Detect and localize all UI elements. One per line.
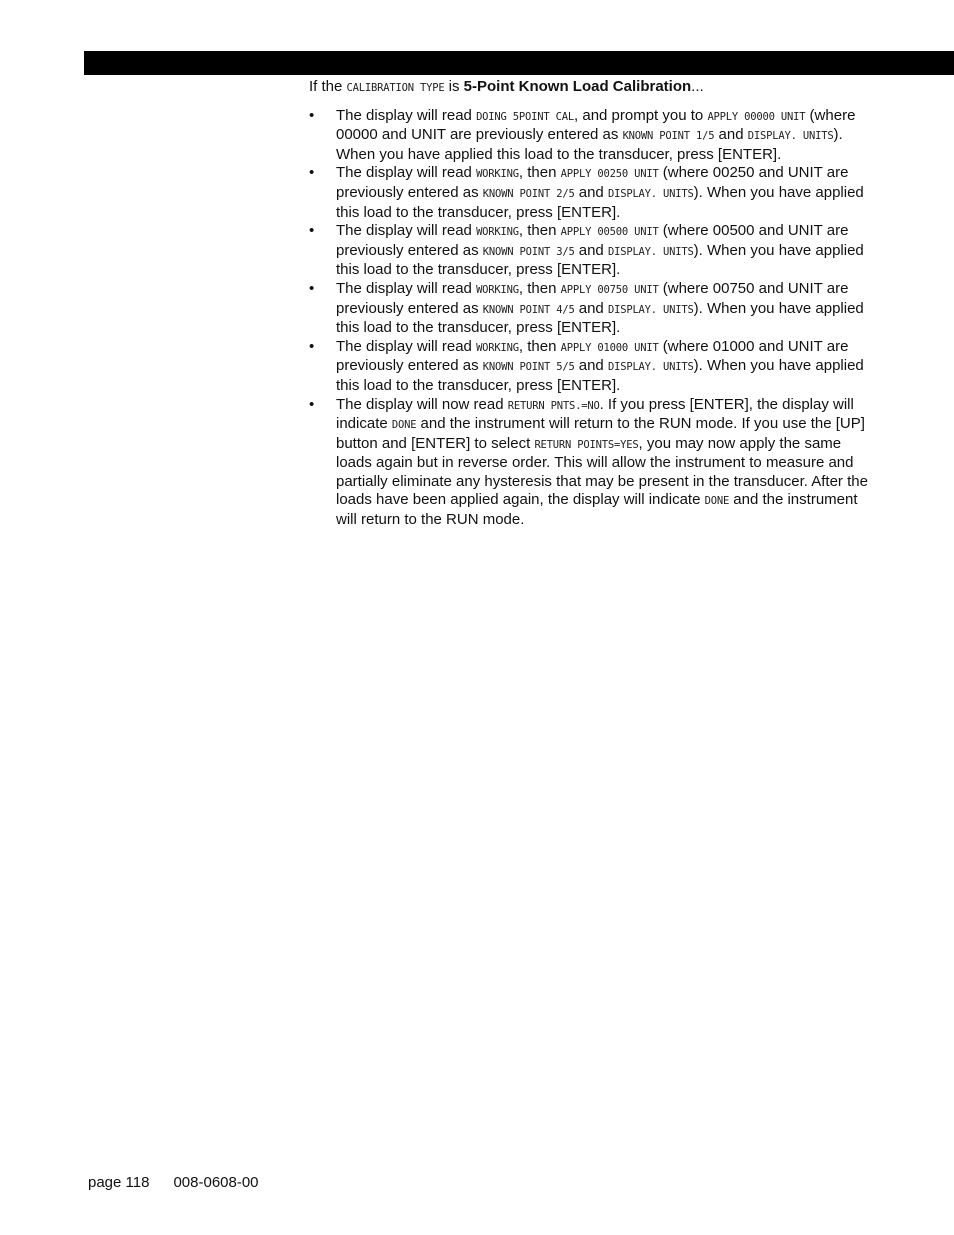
display-code: DISPLAY. UNITS bbox=[607, 361, 694, 374]
display-code: DISPLAY. UNITS bbox=[607, 187, 694, 200]
step-text: and bbox=[574, 183, 608, 201]
bullet: • bbox=[309, 222, 315, 240]
display-code: KNOWN POINT 4/5 bbox=[482, 303, 575, 316]
display-code: DISPLAY. UNITS bbox=[747, 130, 834, 143]
step-text: The display will read bbox=[336, 222, 477, 240]
calibration-type-code: CALIBRATION TYPE bbox=[346, 82, 445, 94]
display-code: WORKING bbox=[476, 226, 519, 239]
step-text: and bbox=[574, 357, 608, 375]
display-code: KNOWN POINT 2/5 bbox=[482, 187, 575, 200]
display-code: DISPLAY. UNITS bbox=[607, 303, 694, 316]
list-item bbox=[309, 280, 874, 338]
display-code: DOING 5POINT CAL bbox=[476, 110, 575, 123]
step-text: The display will now read bbox=[336, 395, 508, 413]
display-code: RETURN POINTS=YES bbox=[534, 438, 639, 451]
display-code: DONE bbox=[391, 419, 417, 432]
step-text: ). When you have applied this load to the transducer, press [ENTER]. bbox=[336, 241, 864, 279]
list-item bbox=[309, 396, 874, 530]
display-code: KNOWN POINT 3/5 bbox=[482, 245, 575, 258]
bullet: • bbox=[309, 395, 315, 413]
step-text: The display will read bbox=[336, 164, 477, 182]
intro-prefix: If the bbox=[309, 78, 347, 95]
bullet: • bbox=[309, 164, 315, 182]
step-text: The display will read bbox=[336, 337, 477, 355]
step-text: and bbox=[574, 241, 608, 259]
step-text: (where 00750 and UNIT are previously entered as bbox=[336, 279, 849, 317]
display-code: APPLY 00500 UNIT bbox=[560, 226, 659, 239]
step-text: (where 00250 and UNIT are previously entered as bbox=[336, 164, 849, 201]
bullet: • bbox=[309, 337, 315, 355]
calibration-name: 5-Point Known Load Calibration bbox=[463, 78, 692, 95]
step-text: ). When you have applied this load to the transducer, press [ENTER]. bbox=[336, 299, 864, 337]
intro-middle: is bbox=[444, 78, 464, 95]
step-text: (where 01000 and UNIT are previously entered as bbox=[336, 337, 849, 375]
step-text: , you may now apply the same loads again but in reverse order. This will allow the instrument to measure and partially eliminate any hysteresis that may be present in the transducer. After the loads have been applied again, the display will indicate bbox=[336, 434, 868, 509]
display-code: KNOWN POINT 1/5 bbox=[622, 130, 715, 143]
list-item bbox=[309, 107, 874, 165]
step-text: and the instrument will return to the RUN mode. If you use the [UP] button and [ENTER] to select bbox=[336, 415, 865, 452]
display-code: RETURN PNTS.=NO bbox=[507, 399, 600, 412]
step-text: The display will read bbox=[336, 279, 477, 297]
step-text: and bbox=[574, 299, 608, 317]
display-code: WORKING bbox=[476, 283, 519, 296]
display-code: DONE bbox=[704, 495, 730, 508]
display-code: KNOWN POINT 5/5 bbox=[482, 361, 575, 374]
step-text: ). When you have applied this load to the transducer, press [ENTER]. bbox=[336, 357, 864, 394]
display-code: APPLY 00000 UNIT bbox=[707, 110, 806, 123]
step-text: , then bbox=[518, 337, 561, 355]
header-bar bbox=[84, 51, 954, 75]
display-code: DISPLAY. UNITS bbox=[607, 245, 694, 258]
step-text: . If you press [ENTER], the display will indicate bbox=[336, 395, 854, 433]
step-text: The display will read bbox=[336, 106, 477, 124]
page-content bbox=[309, 78, 874, 530]
bullet: • bbox=[309, 106, 315, 124]
step-text: , then bbox=[518, 222, 561, 240]
intro-paragraph bbox=[309, 78, 874, 98]
page-number: page 118 bbox=[88, 1174, 150, 1191]
display-code: WORKING bbox=[476, 341, 519, 354]
step-text: (where 00000 and UNIT are previously entered as bbox=[336, 106, 856, 144]
bullet: • bbox=[309, 279, 315, 297]
steps-list bbox=[309, 107, 874, 530]
list-item bbox=[309, 164, 874, 222]
step-text: ). When you have applied this load to the transducer, press [ENTER]. bbox=[336, 183, 864, 221]
step-text: ). When you have applied this load to the transducer, press [ENTER]. bbox=[336, 126, 843, 163]
step-text: and bbox=[714, 126, 748, 144]
list-item bbox=[309, 338, 874, 396]
step-text: (where 00500 and UNIT are previously entered as bbox=[336, 222, 849, 259]
list-item bbox=[309, 222, 874, 280]
display-code: WORKING bbox=[476, 168, 519, 181]
display-code: APPLY 00750 UNIT bbox=[560, 283, 659, 296]
display-code: APPLY 00250 UNIT bbox=[560, 168, 659, 181]
step-text: , and prompt you to bbox=[574, 106, 708, 124]
document-number: 008-0608-00 bbox=[173, 1174, 259, 1191]
step-text: and the instrument will return to the RUN mode. bbox=[336, 491, 858, 529]
page-footer bbox=[88, 1174, 259, 1192]
display-code: APPLY 01000 UNIT bbox=[560, 341, 659, 354]
step-text: , then bbox=[518, 164, 561, 182]
intro-suffix: ... bbox=[691, 78, 704, 95]
step-text: , then bbox=[518, 279, 561, 297]
